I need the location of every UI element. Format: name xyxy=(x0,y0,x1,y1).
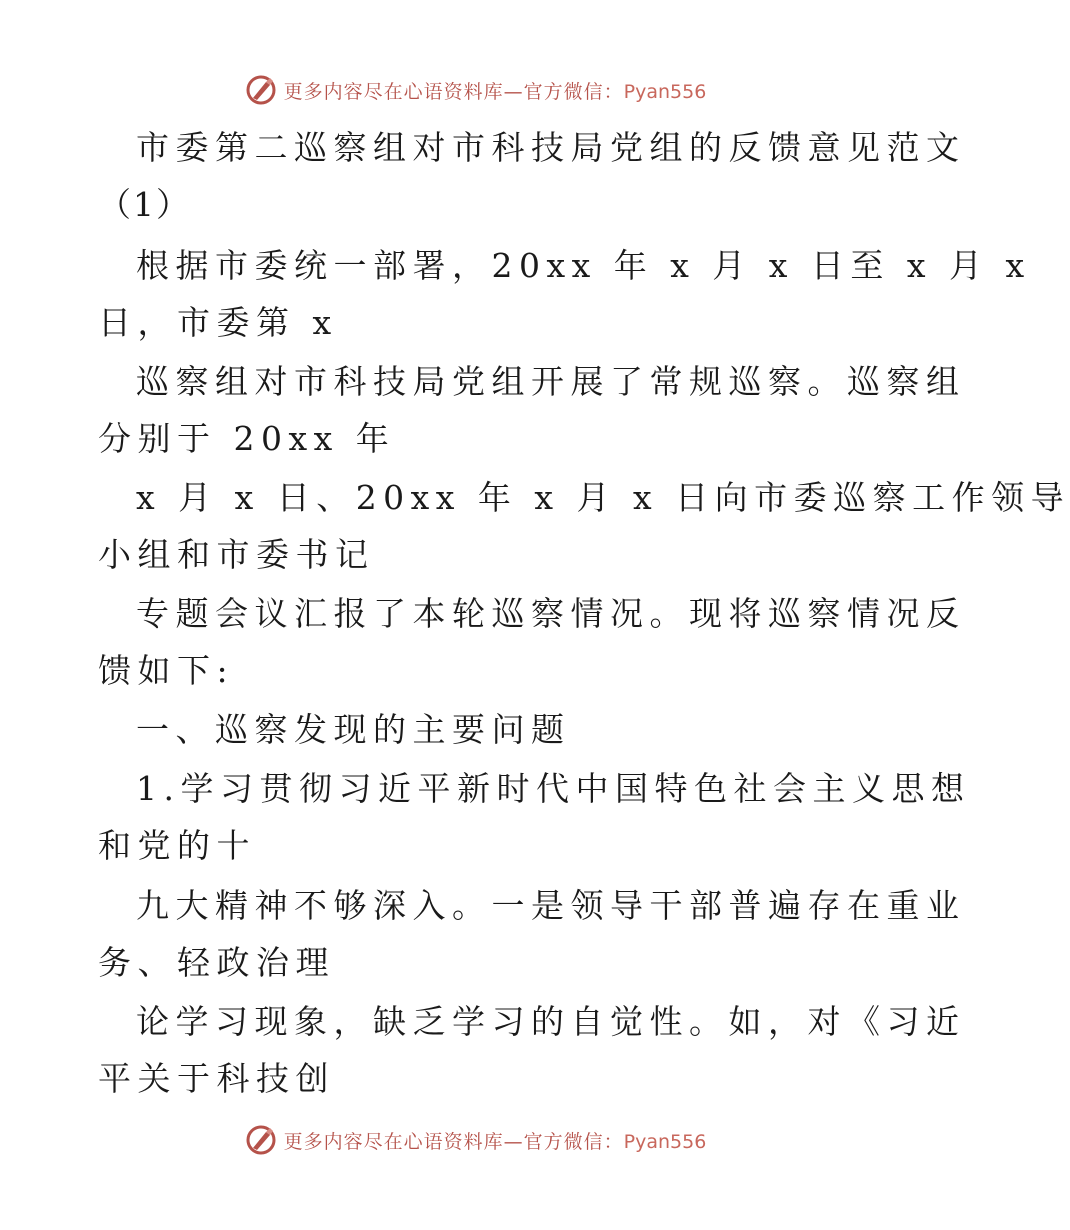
paragraph-line: 论学习现象，缺乏学习的自觉性。如，对《习近 xyxy=(136,1002,966,1041)
document-title: 市委第二巡察组对市科技局党组的反馈意见范文 xyxy=(136,128,966,167)
paragraph-line: x 月 x 日、20xx 年 x 月 x 日向市委巡察工作领导 xyxy=(136,478,1070,517)
paragraph-line: 馈如下: xyxy=(98,651,235,690)
document-title-suffix: （1） xyxy=(98,185,191,224)
brush-logo-icon xyxy=(244,1123,278,1157)
paragraph-line: 日，市委第 x xyxy=(98,303,338,342)
section-heading: 一、巡察发现的主要问题 xyxy=(136,710,571,749)
paragraph-line: 小组和市委书记 xyxy=(98,535,375,574)
paragraph-line: 务、轻政治理 xyxy=(98,943,335,982)
paragraph-line: 平关于科技创 xyxy=(98,1059,335,1098)
paragraph-line: 专题会议汇报了本轮巡察情况。现将巡察情况反 xyxy=(136,594,966,633)
paragraph-line: 1.学习贯彻习近平新时代中国特色社会主义思想 xyxy=(136,769,971,808)
watermark-text: 更多内容尽在心语资料库—官方微信：Pyan556 xyxy=(283,1130,707,1153)
watermark-footer xyxy=(0,1120,950,1160)
paragraph-line: 和党的十 xyxy=(98,826,256,865)
watermark-header xyxy=(0,70,950,110)
paragraph-line: 分别于 20xx 年 xyxy=(98,419,396,458)
watermark-text: 更多内容尽在心语资料库—官方微信：Pyan556 xyxy=(283,80,707,103)
paragraph-line: 巡察组对市科技局党组开展了常规巡察。巡察组 xyxy=(136,362,966,401)
paragraph-line: 根据市委统一部署，20xx 年 x 月 x 日至 x 月 x xyxy=(136,246,1031,285)
brush-logo-icon xyxy=(244,73,278,107)
paragraph-line: 九大精神不够深入。一是领导干部普遍存在重业 xyxy=(136,886,966,925)
